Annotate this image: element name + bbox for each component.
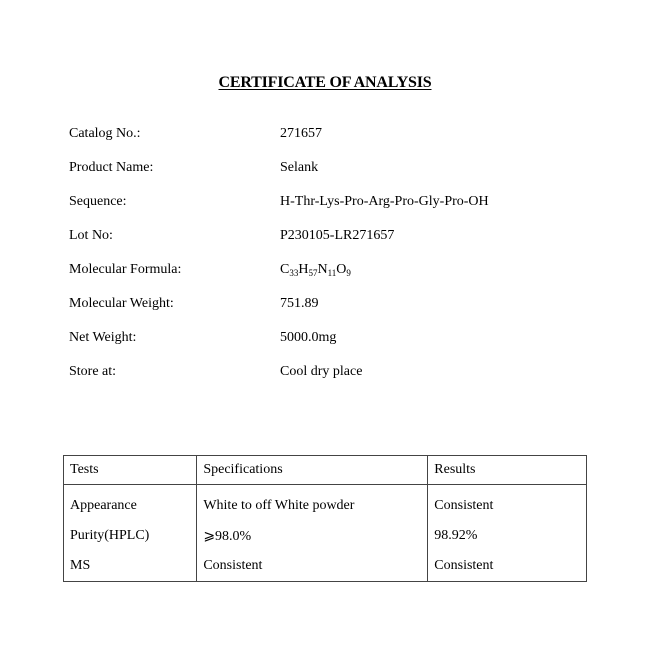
product-name-label: Product Name: xyxy=(69,160,154,175)
lot-value: P230105-LR271657 xyxy=(280,228,395,243)
product-info xyxy=(69,125,589,397)
store-row xyxy=(69,363,589,397)
test-specification: ⩾98.0% xyxy=(197,521,428,551)
molecular-weight-label: Molecular Weight: xyxy=(69,296,174,311)
header-tests: Tests xyxy=(64,456,197,485)
table-row xyxy=(64,551,587,582)
sequence-value: H-Thr-Lys-Pro-Arg-Pro-Gly-Pro-OH xyxy=(280,194,489,209)
store-label: Store at: xyxy=(69,364,117,379)
test-name: Appearance xyxy=(64,485,197,522)
table-row xyxy=(64,521,587,551)
net-weight-label: Net Weight: xyxy=(69,330,137,345)
formula-nitrogen-count: 11 xyxy=(327,268,337,278)
document-title: CERTIFICATE OF ANALYSIS xyxy=(218,74,432,91)
net-weight-row xyxy=(69,329,589,363)
test-specification: White to off White powder xyxy=(197,485,428,522)
test-specification: Consistent xyxy=(197,551,428,582)
product-name-value: Selank xyxy=(280,160,319,175)
test-name: Purity(HPLC) xyxy=(64,521,197,551)
table-header-row xyxy=(64,456,587,485)
catalog-value: 271657 xyxy=(280,126,322,141)
product-name-row xyxy=(69,159,589,193)
header-specifications: Specifications xyxy=(197,456,428,485)
molecular-weight-row xyxy=(69,295,589,329)
formula-label: Molecular Formula: xyxy=(69,262,182,277)
lot-label: Lot No: xyxy=(69,228,113,243)
formula-oxygen-count: 9 xyxy=(346,268,351,278)
sequence-row xyxy=(69,193,589,227)
formula-carbon: C xyxy=(280,262,290,277)
catalog-row xyxy=(69,125,589,159)
header-results: Results xyxy=(428,456,587,485)
formula-nitrogen: N xyxy=(317,262,328,277)
test-result: 98.92% xyxy=(428,521,587,551)
lot-row xyxy=(69,227,589,261)
sequence-label: Sequence: xyxy=(69,194,127,209)
table-row xyxy=(64,485,587,522)
catalog-label: Catalog No.: xyxy=(69,126,141,141)
formula-hydrogen-count: 57 xyxy=(308,268,318,278)
molecular-weight-value: 751.89 xyxy=(280,296,319,311)
formula-carbon-count: 33 xyxy=(289,268,299,278)
formula-row xyxy=(69,261,589,295)
test-result: Consistent xyxy=(428,485,587,522)
test-result: Consistent xyxy=(428,551,587,582)
tests-table xyxy=(63,455,587,582)
formula-value xyxy=(280,261,589,279)
test-name: MS xyxy=(64,551,197,582)
store-value: Cool dry place xyxy=(280,364,363,379)
net-weight-value: 5000.0mg xyxy=(280,330,337,345)
formula-hydrogen: H xyxy=(298,262,309,277)
formula-oxygen: O xyxy=(336,262,347,277)
